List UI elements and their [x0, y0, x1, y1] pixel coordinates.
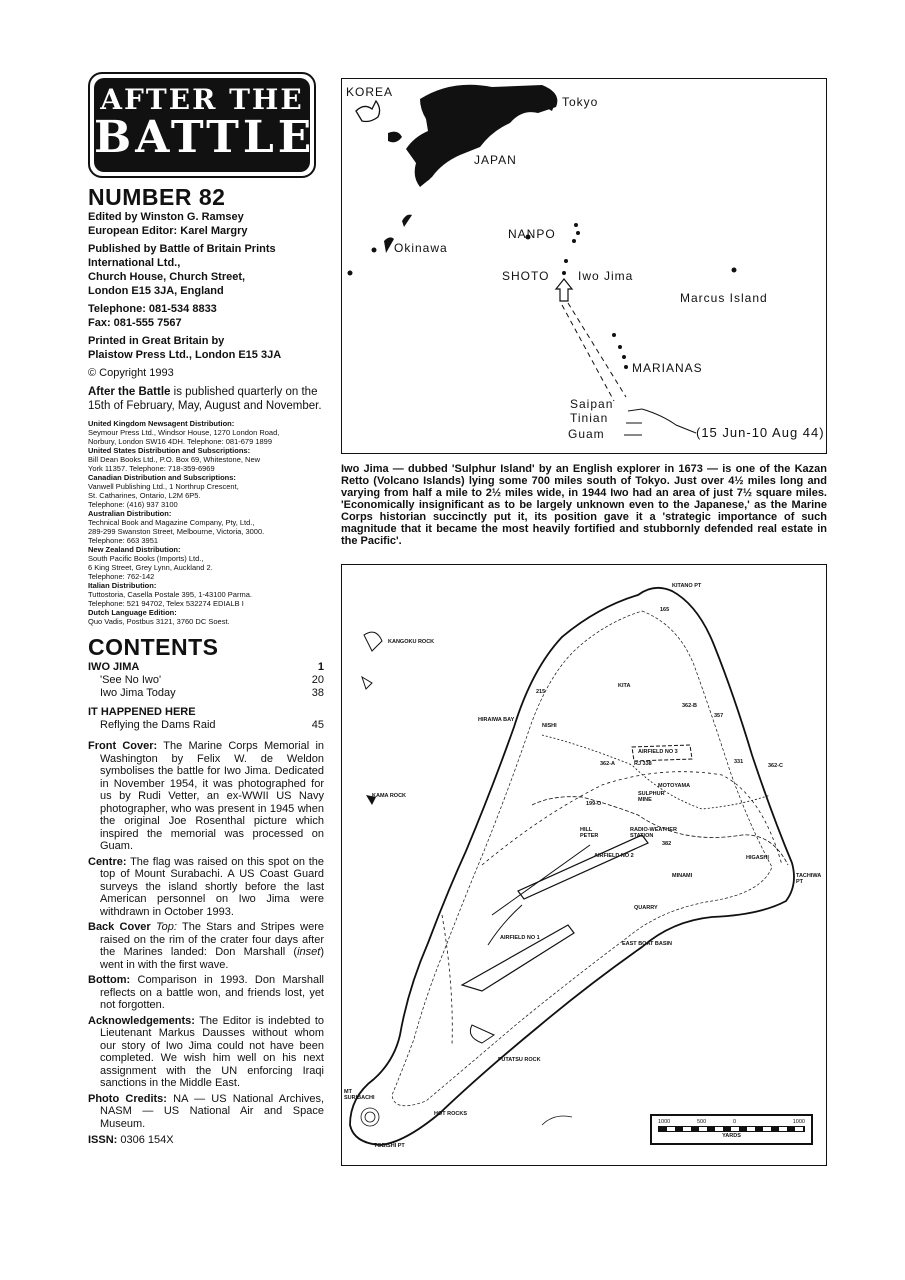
label-dates: (15 Jun-10 Aug 44): [696, 425, 825, 440]
back-cover-note: Back Cover Top: The Stars and Stripes were raised on the rim of the crater four days after the Marines landed: Don Marshall (inset) went in with the first wave.: [88, 921, 324, 971]
map-scale-bar: 1000 500 0 1000 YARDS: [650, 1114, 813, 1145]
distribution-list: United Kingdom Newsagent Distribution: Seymour Press Ltd., Windsor House, 1270 London Road, Norbury, London SW16 4DH. Telephone: 081-679 1899 United States Distribution and Subscriptions: Bill Dean Books Ltd., P.O. Box 69, Whitestone, New York 11357. Telephone: 718-359-6969 Canadian Distribution and Subscriptions: Vanwell Publishing Ltd., 1 Northrup Crescent, St. Catharines, Ontario, L2M 6P5. Telephone: (416) 937 3100 Australian Distribution: Technical Book and Magazine Company, Pty, Ltd., 289-299 Swanston Street, Melbourne, Victoria, 3000. Telephone: 663 3951 New Zealand Distribution: South Pacific Books (Imports) Ltd., 6 King Street, Grey Lynn, Auckland 2. Telephone: 762-142 Italian Distribution: Tuttostoria, Casella Postale 395, 1-43100 Parma. Telephone: 521 94702, Telex 532274 EDIALB I Dutch Language Edition: Quo Vadis, Postbus 3121, 3760 DC Soest.: [88, 419, 280, 626]
label-saipan: Saipan: [570, 397, 614, 411]
acknowledgements-note: Acknowledgements: The Editor is indebted to Lieutenant Markus Dausses without whom our story of Iwo Jima could not have been completed. We wish him well on his next assignment with the UN enforcing Iraqi sanctions in the Middle East.: [88, 1014, 324, 1089]
copyright: © Copyright 1993: [88, 367, 174, 379]
label-kama-rock: KAMA ROCK: [372, 793, 407, 799]
label-iwo-jima: Iwo Jima: [578, 269, 634, 283]
printer-block: Printed in Great Britain by Plaistow Press Ltd., London E15 3JA: [88, 335, 282, 361]
label-airfield-3: AIRFIELD NO 3: [638, 749, 678, 755]
logo-line-1: AFTER THE: [100, 83, 304, 116]
toc-item: 'See No Iwo' 20: [100, 674, 324, 686]
label-kita: KITA: [618, 683, 631, 689]
label-marianas: MARIANAS: [632, 361, 703, 375]
cover-notes: [88, 740, 324, 1130]
label-shoto: SHOTO: [502, 269, 550, 283]
label-hiraiwa-bay: HIRAIWA BAY: [478, 717, 515, 723]
fax: Fax: 081-555 7567: [88, 317, 182, 329]
label-okinawa: Okinawa: [394, 241, 448, 255]
editor-credit: Edited by Winston G. Ramsey: [88, 211, 244, 223]
label-marcus-island: Marcus Island: [680, 291, 768, 305]
magazine-logo: [88, 72, 316, 178]
label-tachiwa-pt: TACHIWA PT: [796, 873, 822, 885]
label-higashi: HIGASHI: [746, 855, 769, 861]
logo-line-2: BATTLE: [94, 112, 316, 163]
label-guam: Guam: [568, 427, 605, 441]
issue-number: NUMBER 82: [88, 184, 226, 210]
label-sulphur-mine: SULPHUR MINE: [638, 791, 665, 803]
label-kitano-pt: KITANO PT: [672, 583, 702, 589]
label-tokyo: Tokyo: [562, 95, 599, 109]
european-editor-credit: European Editor: Karel Margry: [88, 225, 248, 237]
island-map-drawing: [342, 565, 826, 1165]
toc-item: Reflying the Dams Raid 45: [100, 719, 324, 731]
contact-block: [88, 303, 324, 330]
label-futatsu-rock: FUTATSU ROCK: [498, 1057, 541, 1063]
label-tobishi-pt: TOBISHI PT: [374, 1143, 405, 1149]
label-hot-rocks: HOT ROCKS: [434, 1111, 467, 1117]
publication-frequency: After the Battle is published quarterly on the 15th of February, May, August and November.: [88, 386, 322, 412]
label-tinian: Tinian: [570, 411, 609, 425]
map-caption: Iwo Jima — dubbed 'Sulphur Island' by an English explorer in 1673 — is one of the Kazan Retto (Volcano Islands) lying some 700 miles south of Tokyo. Just over 4½ miles long and varying from half a mile to 2½ miles wide, in 1944 Iwo had an area of just 7½ square miles. 'Economically insignificant as to be largely unknown even to the Japanese,' as the Marine Corps historian succinctly put it, its position gave it a 'strategic importance of such magnitude that it became the most heavily fortified and stubbornly defended real estate in the Pacific'.: [341, 463, 827, 547]
label-quarry: QUARRY: [634, 905, 658, 911]
label-japan: JAPAN: [474, 153, 517, 167]
label-korea: KOREA: [346, 85, 394, 99]
toc-section: IT HAPPENED HERE: [88, 706, 196, 718]
centre-note: Centre: The flag was raised on this spot on the top of Mount Surabachi. A US Coast Guard surveys the island shortly before the last American personnel on Iwo Jima were withdrawn in October 1993.: [88, 855, 324, 918]
toc-section: IWO JIMA 1: [88, 661, 324, 673]
contents-list: [88, 661, 324, 732]
label-motoyama: MOTOYAMA: [658, 783, 691, 789]
label-airfield-1: AIRFIELD NO 1: [500, 935, 540, 941]
regional-map: [341, 78, 827, 454]
label-nanpo: NANPO: [508, 227, 556, 241]
label-nishi: NISHI: [542, 723, 557, 729]
publisher-block: Published by Battle of Britain Prints International Ltd., Church House, Church Street, London E15 3JA, England: [88, 243, 276, 297]
label-airfield-2: AIRFIELD NO 2: [594, 853, 634, 859]
label-east-boat-basin: EAST BOAT BASIN: [622, 941, 673, 947]
contents-heading: CONTENTS: [88, 634, 219, 660]
bottom-note: Bottom: Comparison in 1993. Don Marshall reflects on a battle won, and friends lost, yet not forgotten.: [88, 974, 324, 1011]
toc-item: Iwo Jima Today 38: [100, 687, 324, 699]
photo-credits-note: Photo Credits: NA — US National Archives, NASM — US National Air and Space Museum.: [88, 1092, 324, 1130]
left-column: [88, 72, 324, 1146]
label-mt-suribachi: MT SURIBACHI: [344, 1089, 375, 1101]
front-cover-note: Front Cover: The Marine Corps Memorial in Washington by Felix W. de Weldon symbolises the battle for Iwo Jima. Dedicated in November 1954, it was photographed for us by Rudi Vetter, an ex-WWII US Navy photographer, who was present in 1945 when the original Joe Rosenthal picture which inspired the memorial was processed on Guam.: [88, 740, 324, 852]
label-kangoku-rock: KANGOKU ROCK: [388, 639, 435, 645]
phone: Telephone: 081-534 8833: [88, 303, 217, 315]
island-map: KITANO PT KANGOKU ROCK HIRAIWA BAY NISHI KITA AIRFIELD NO 3 MOTOYAMA SULPHUR MINE KAMA ROCK HILL PETER RADIO-WEATHER STATION AIRFIELD NO 2 HIGASHI MINAMI TACHIWA PT QUARRY EAST BOAT BASIN AIRFIELD NO 1 FUTATSU ROCK MT SURIBACHI HOT ROCKS TOBISHI PT 165 215 362-B 357 362-A RJ 338 331 362-C 199-O 382 1000 500 0 1000 YARDS: [341, 564, 827, 1166]
label-hill-peter: HILL PETER: [580, 827, 599, 839]
label-minami: MINAMI: [672, 873, 693, 879]
issn: ISSN: 0306 154X: [88, 1134, 174, 1146]
label-radio-weather-station: RADIO-WEATHER STATION: [630, 827, 677, 839]
